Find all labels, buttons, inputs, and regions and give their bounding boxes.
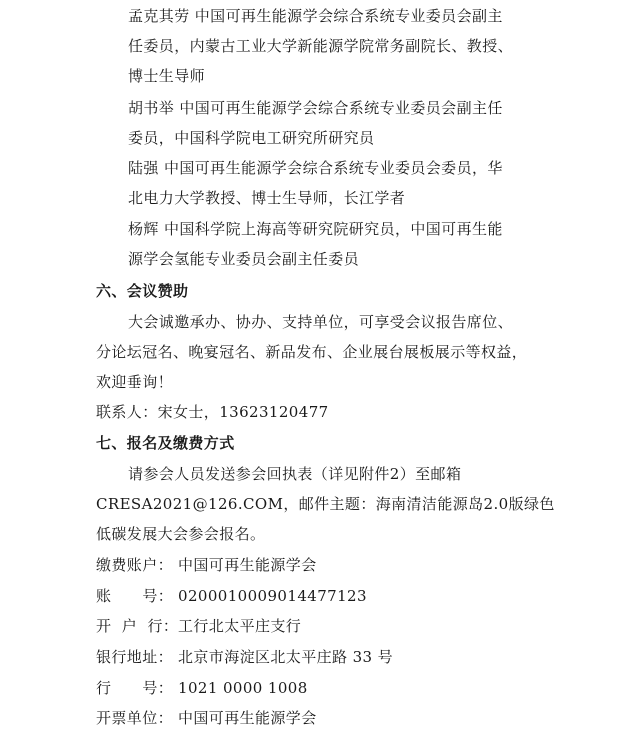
section-7-heading: 七、报名及缴费方式 [96, 434, 235, 452]
section-7-para-line-3: 低碳发展大会参会报名。 [96, 525, 266, 543]
field-value: 中国可再生能源学会 [178, 556, 317, 574]
section-6-para-line-2: 分论坛冠名、晚宴冠名、新品发布、企业展台展板展示等权益， [96, 343, 528, 361]
field-invoice-entity [96, 707, 317, 729]
member-luqiang-line-1: 陆强 中国可再生能源学会综合系统专业委员会委员，华 [128, 159, 503, 177]
field-label: 行 号： [96, 679, 174, 697]
field-label: 开 户 行： [96, 617, 179, 635]
section-7-para-line-1: 请参会人员发送参会回执表（详见附件2）至邮箱 [128, 465, 462, 483]
field-payment-account [96, 554, 317, 576]
member-hushuju-line-2: 委员，中国科学院电工研究所研究员 [128, 129, 375, 147]
member-mengkeqilao-line-2: 任委员，内蒙古工业大学新能源学院常务副院长、教授、 [128, 37, 514, 55]
field-value: 北京市海淀区北太平庄路 33 号 [178, 648, 394, 666]
member-yanghui-line-2: 源学会氢能专业委员会副主任委员 [128, 250, 360, 268]
section-7-para-line-2: CRESA2021@126.COM，邮件主题：海南清洁能源岛2.0版绿色 [96, 495, 555, 513]
member-luqiang-line-2: 北电力大学教授、博士生导师，长江学者 [128, 189, 406, 207]
section-6-heading: 六、会议赞助 [96, 282, 189, 300]
field-label: 账 号： [96, 587, 174, 605]
field-label: 银行地址： [96, 648, 174, 666]
member-mengkeqilao-line-1: 孟克其劳 中国可再生能源学会综合系统专业委员会副主 [128, 7, 503, 25]
member-mengkeqilao-line-3: 博士生导师 [128, 67, 206, 85]
member-yanghui-line-1: 杨辉 中国科学院上海高等研究院研究员，中国可再生能 [128, 220, 503, 238]
field-value: 中国可再生能源学会 [178, 709, 317, 727]
field-bank-code [96, 677, 308, 699]
section-6-para-line-1: 大会诚邀承办、协办、支持单位，可享受会议报告席位、 [128, 313, 514, 331]
section-6-para-line-3: 欢迎垂询！ [96, 373, 174, 391]
field-label: 缴费账户： [96, 556, 174, 574]
field-value: 1021 0000 1008 [178, 679, 308, 697]
field-label: 开票单位： [96, 709, 174, 727]
field-value: 工行北太平庄支行 [178, 617, 302, 635]
field-bank-address [96, 646, 393, 668]
member-hushuju-line-1: 胡书举 中国可再生能源学会综合系统专业委员会副主任 [128, 99, 503, 117]
section-6-contact: 联系人：宋女士，13623120477 [96, 403, 329, 421]
field-value: 0200010009014477123 [178, 587, 367, 605]
field-account-number [96, 585, 367, 607]
field-bank [96, 615, 301, 637]
